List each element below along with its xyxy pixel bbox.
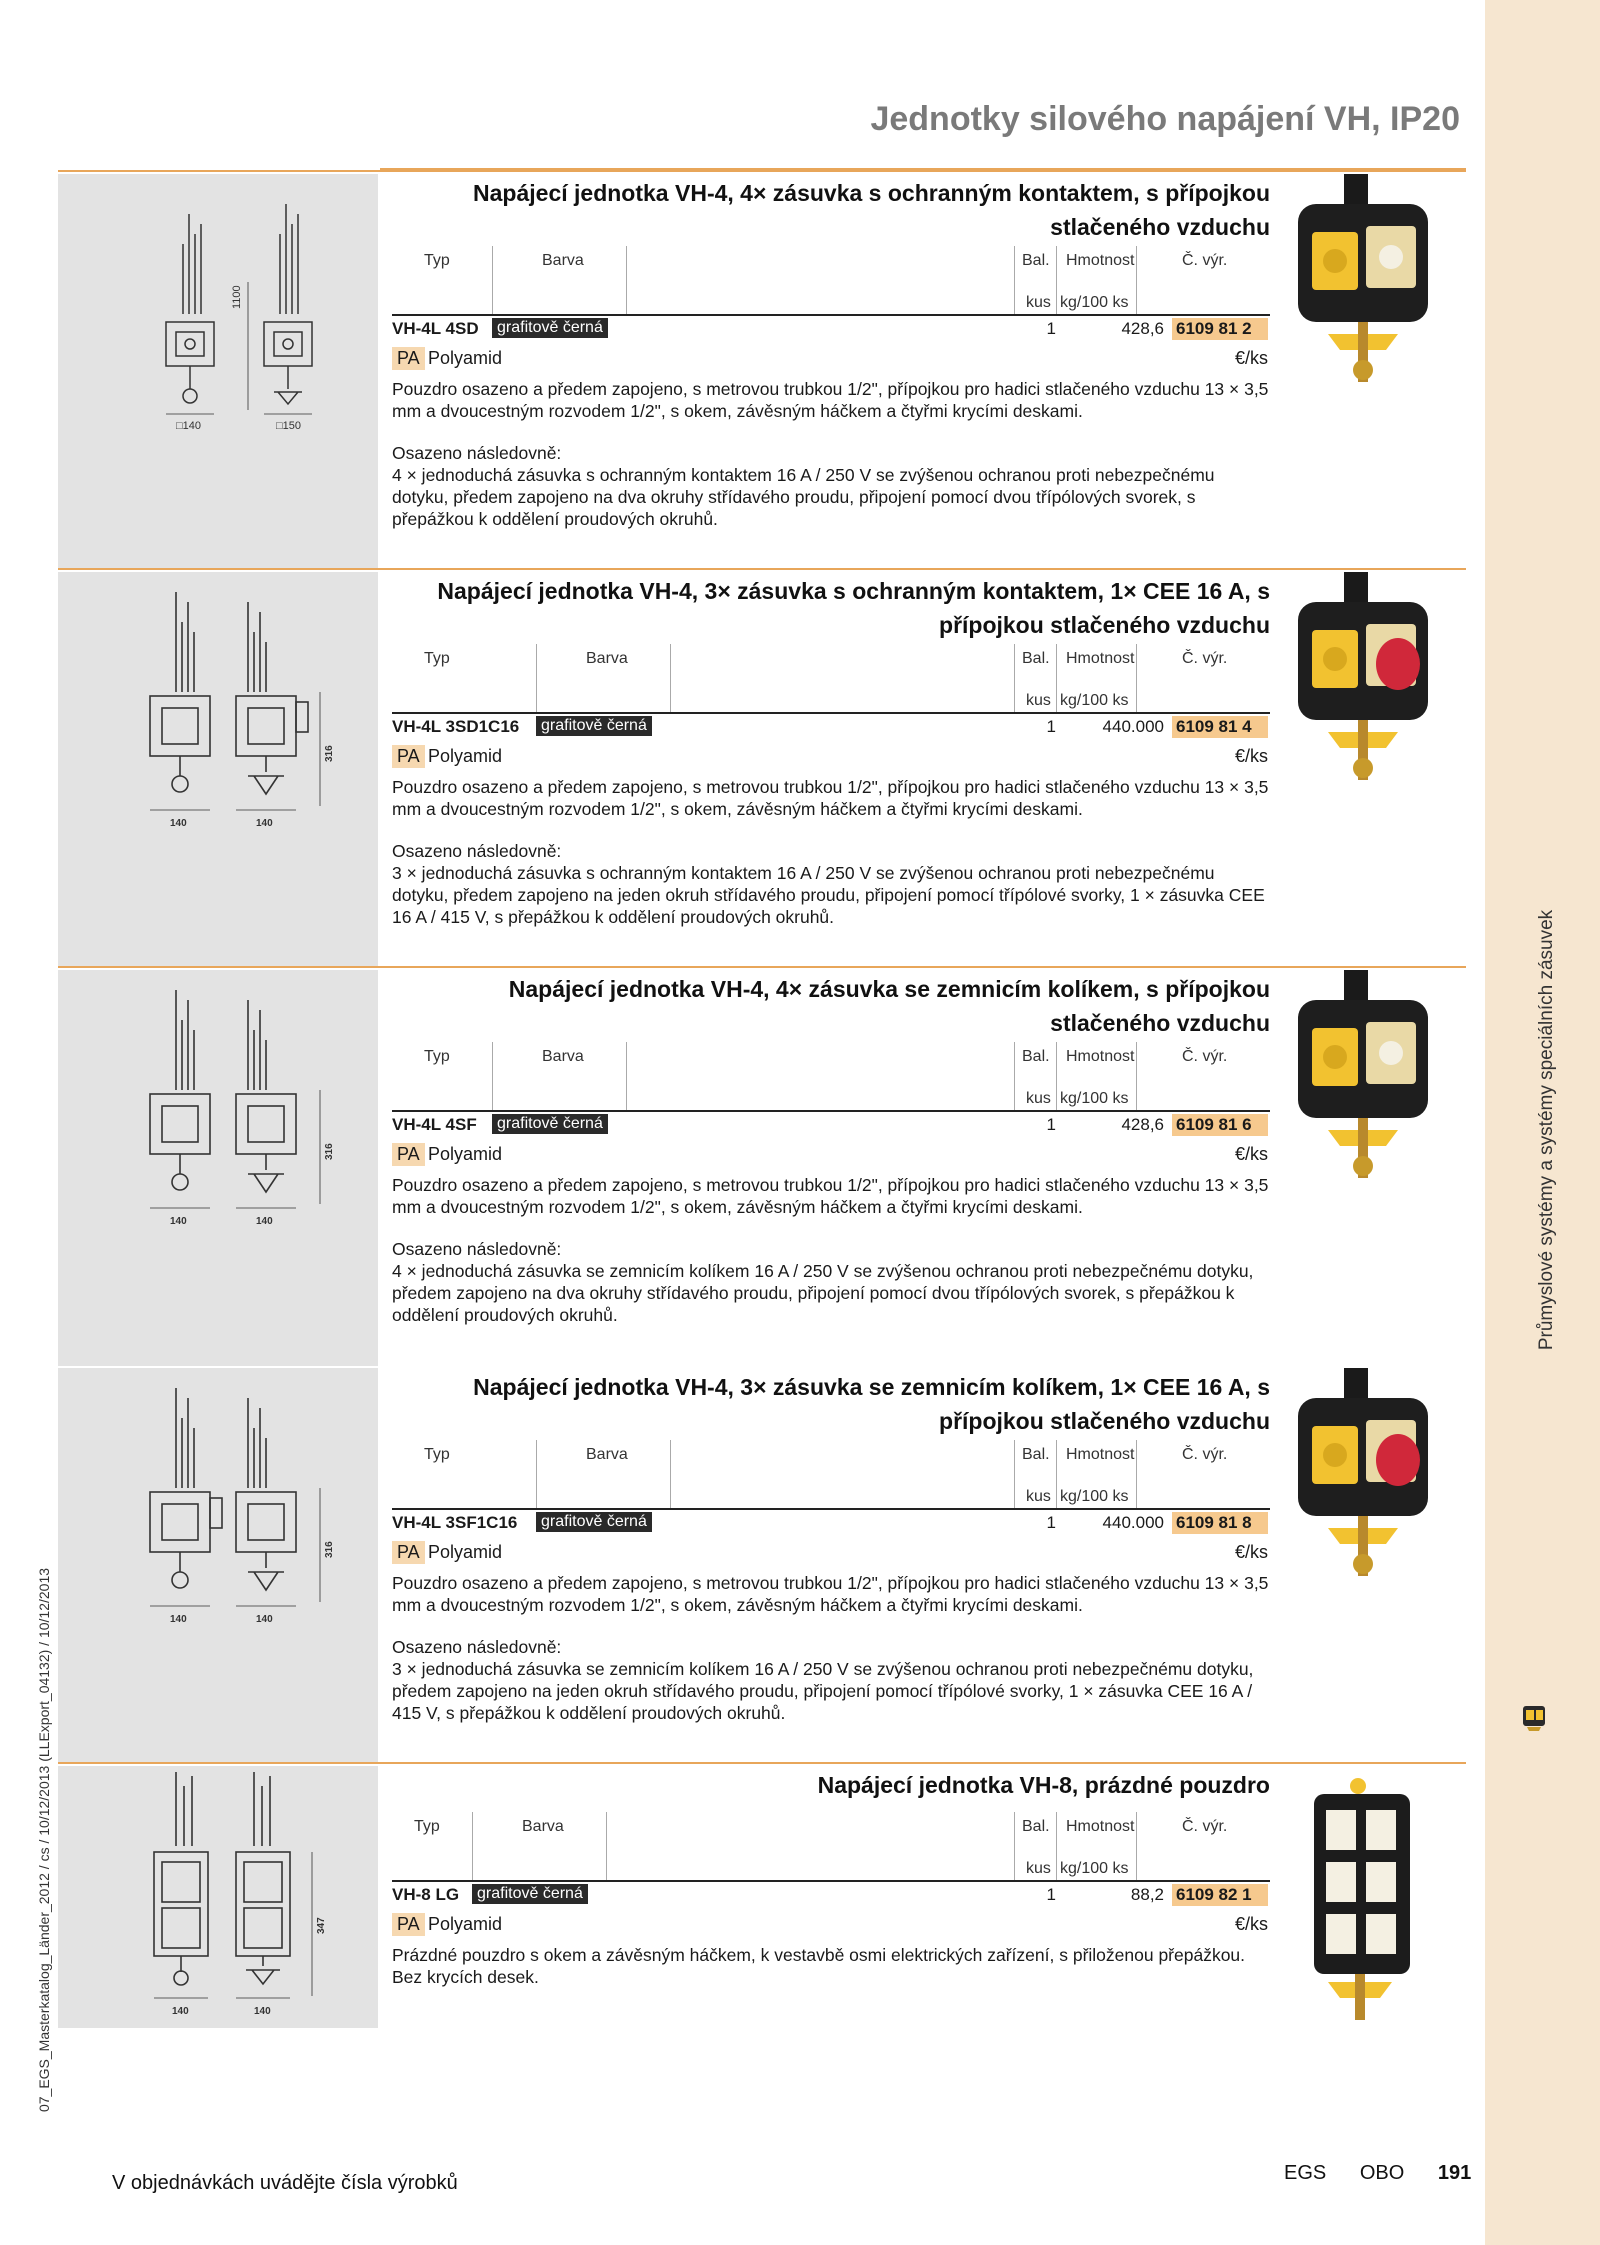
col-barva: Barva [542, 252, 584, 269]
side-section-label: Průmyslové systémy a systémy speciálních zásuvek [1536, 909, 1557, 1351]
unit-hmotnost: kg/100 ks [1060, 294, 1129, 311]
material-code: PA [392, 1143, 425, 1166]
dimension-drawing [58, 174, 378, 570]
product-weight: 440.000 [1102, 717, 1164, 736]
height-dimension: 316 [324, 1143, 335, 1160]
col-hmotnost: Hmotnost [1066, 252, 1135, 269]
col-barva: Barva [586, 650, 628, 667]
product-color: grafitově černá [492, 318, 608, 338]
col-hmotnost: Hmotnost [1066, 1048, 1135, 1065]
material-code: PA [392, 745, 425, 768]
equipped-list: 4 × jednoduchá zásuvka se zemnicím kolíkem 16 A / 250 V se zvýšenou ochranou proti nebezpečnému dotyku, předem zapojeno na dva okruhy střídavého proudu, připojení pomocí dvou třípólových svorek, s přepážkou k oddělení proudových okruhů. [392, 1261, 1254, 1325]
col-cislo: Č. výr. [1182, 1048, 1228, 1065]
height-dimension: 1100 [231, 285, 243, 309]
material-name: Polyamid [428, 1542, 503, 1562]
product-photo [1258, 1776, 1458, 2026]
table-row [392, 316, 1270, 342]
equipped-heading: Osazeno následovně: [392, 841, 562, 861]
product-title: Napájecí jednotka VH-4, 3× zásuvka s ochranným kontaktem, 1× CEE 16 A, s přípojkou stlačeného vzduchu [437, 578, 1270, 638]
footer-brand [1284, 2162, 1471, 2185]
width-dimension-2: □150 [276, 420, 301, 432]
material-name: Polyamid [428, 1914, 503, 1934]
dimension-drawing [58, 572, 378, 966]
dimension-drawing [58, 1766, 378, 2028]
product-type: VH-4L 4SF [392, 1115, 477, 1134]
table-header [392, 1440, 1270, 1510]
product-number: 6109 81 8 [1172, 1512, 1268, 1534]
footer-brand-egs: EGS [1284, 2162, 1327, 2184]
product-title: Napájecí jednotka VH-4, 4× zásuvka s ochranným kontaktem, s přípojkou stlačeného vzduchu [473, 180, 1270, 240]
product-number: 6109 81 4 [1172, 716, 1268, 738]
unit-bal: kus [1026, 294, 1051, 311]
table-row [392, 1882, 1270, 1908]
table-header [392, 644, 1270, 714]
product-number: 6109 82 1 [1172, 1884, 1268, 1906]
unit-hmotnost: kg/100 ks [1060, 1090, 1129, 1107]
col-barva: Barva [542, 1048, 584, 1065]
equipped-heading: Osazeno následovně: [392, 443, 562, 463]
material-row [392, 740, 1270, 772]
material-row [392, 342, 1270, 374]
material-code: PA [392, 347, 425, 370]
price-unit: €/ks [1234, 746, 1268, 766]
technical-drawing [58, 1766, 378, 2028]
height-dimension: 316 [324, 1541, 335, 1558]
technical-drawing [58, 970, 378, 1366]
table-row [392, 1112, 1270, 1138]
product-color: grafitově černá [472, 1884, 588, 1904]
height-dimension: 347 [316, 1917, 327, 1934]
power-unit-thumbnail-icon [1517, 1700, 1551, 1732]
table-row [392, 714, 1270, 740]
col-bal: Bal. [1022, 1446, 1050, 1463]
technical-drawing [58, 572, 378, 966]
product-title: Napájecí jednotka VH-4, 3× zásuvka se zemnicím kolíkem, 1× CEE 16 A, s přípojkou stlačeného vzduchu [473, 1374, 1270, 1434]
product-pack: 1 [1046, 1513, 1056, 1532]
material-row [392, 1138, 1270, 1170]
equipped-heading: Osazeno následovně: [392, 1239, 562, 1259]
col-typ: Typ [424, 252, 450, 269]
technical-drawing [58, 1368, 378, 1764]
footer-order-note: V objednávkách uvádějte čísla výrobků [112, 2172, 458, 2194]
col-cislo: Č. výr. [1182, 650, 1228, 667]
product-pack: 1 [1046, 717, 1056, 736]
equipped-list: 4 × jednoduchá zásuvka s ochranným kontaktem 16 A / 250 V se zvýšenou ochranou proti nebezpečnému dotyku, předem zapojeno na dva okruhy střídavého proudu, připojení pomocí dvou třípólových svorek, s přepážkou k oddělení proudových okruhů. [392, 465, 1215, 529]
price-unit: €/ks [1234, 1144, 1268, 1164]
product-block [392, 1364, 1270, 1724]
product-description: Prázdné pouzdro s okem a závěsným háčkem, k vestavbě osmi elektrických zařízení, s přiloženou přepážkou. Bez krycích desek. [392, 1945, 1246, 1987]
product-block [392, 170, 1270, 530]
width-dimension-1: 140 [170, 1614, 187, 1625]
width-dimension-2: 140 [254, 2006, 271, 2017]
dimension-drawing [58, 970, 378, 1366]
table-header [392, 1812, 1270, 1882]
product-type: VH-8 LG [392, 1885, 460, 1904]
product-weight: 428,6 [1121, 1115, 1164, 1134]
col-typ: Typ [414, 1818, 440, 1835]
material-row [392, 1536, 1270, 1568]
product-photo [1258, 1368, 1458, 1578]
product-color: grafitově černá [492, 1114, 608, 1134]
catalog-export-meta: 07_EGS_Masterkatalog_Länder_2012 / cs / 10/12/2013 (LLExport_04132) / 10/12/2013 [36, 1567, 52, 2113]
col-cislo: Č. výr. [1182, 252, 1228, 269]
price-unit: €/ks [1234, 1914, 1268, 1934]
product-description: Pouzdro osazeno a předem zapojeno, s metrovou trubkou 1/2", přípojkou pro hadici stlačeného vzduchu 13 × 3,5 mm a dvoucestným rozvodem 1/2", s okem, závěsným háčkem a čtyřmi krycími deskami. [392, 379, 1269, 421]
product-number: 6109 81 2 [1172, 318, 1268, 340]
col-bal: Bal. [1022, 1818, 1050, 1835]
unit-bal: kus [1026, 1090, 1051, 1107]
product-pack: 1 [1046, 319, 1056, 338]
product-photo [1258, 174, 1458, 384]
product-color: grafitově černá [536, 716, 652, 736]
width-dimension-2: 140 [256, 1614, 273, 1625]
product-weight: 88,2 [1130, 1885, 1164, 1904]
price-unit: €/ks [1234, 348, 1268, 368]
page-title: Jednotky silového napájení VH, IP20 [870, 100, 1460, 138]
col-cislo: Č. výr. [1182, 1818, 1228, 1835]
product-number: 6109 81 6 [1172, 1114, 1268, 1136]
product-type: VH-4L 3SF1C16 [392, 1513, 518, 1532]
col-typ: Typ [424, 650, 450, 667]
product-block [392, 1762, 1270, 1988]
product-photo [1258, 970, 1458, 1180]
width-dimension-1: 140 [170, 1216, 187, 1227]
product-photo [1258, 572, 1458, 782]
page-number: 191 [1437, 2162, 1472, 2184]
product-description: Pouzdro osazeno a předem zapojeno, s metrovou trubkou 1/2", přípojkou pro hadici stlačeného vzduchu 13 × 3,5 mm a dvoucestným rozvodem 1/2", s okem, závěsným háčkem a čtyřmi krycími deskami. [392, 777, 1269, 819]
unit-hmotnost: kg/100 ks [1060, 1860, 1129, 1877]
product-title: Napájecí jednotka VH-4, 4× zásuvka se zemnicím kolíkem, s přípojkou stlačeného vzduchu [508, 976, 1270, 1036]
material-name: Polyamid [428, 1144, 503, 1164]
product-pack: 1 [1046, 1115, 1056, 1134]
width-dimension-2: 140 [256, 1216, 273, 1227]
col-typ: Typ [424, 1446, 450, 1463]
unit-bal: kus [1026, 1488, 1051, 1505]
unit-bal: kus [1026, 692, 1051, 709]
col-cislo: Č. výr. [1182, 1446, 1228, 1463]
price-unit: €/ks [1234, 1542, 1268, 1562]
equipped-list: 3 × jednoduchá zásuvka s ochranným kontaktem 16 A / 250 V se zvýšenou ochranou proti nebezpečnému dotyku, předem zapojeno na jeden okruh střídavého proudu, připojení pomocí třípólové svorky, 1 × zásuvka CEE 16 A / 415 V, s přepážkou k oddělení proudových okruhů. [392, 863, 1265, 927]
col-typ: Typ [424, 1048, 450, 1065]
table-header [392, 246, 1270, 316]
col-hmotnost: Hmotnost [1066, 1446, 1135, 1463]
equipped-list: 3 × jednoduchá zásuvka se zemnicím kolíkem 16 A / 250 V se zvýšenou ochranou proti nebezpečnému dotyku, předem zapojeno na jeden okruh střídavého proudu, připojení pomocí třípólové svorky, 1 × zásuvka CEE 16 A / 415 V, s přepážkou k oddělení proudových okruhů. [392, 1659, 1254, 1723]
product-weight: 440.000 [1102, 1513, 1164, 1532]
unit-bal: kus [1026, 1860, 1051, 1877]
col-barva: Barva [522, 1818, 564, 1835]
width-dimension-2: 140 [256, 818, 273, 829]
technical-drawing [58, 174, 378, 570]
footer-brand-obo: OBO [1359, 2162, 1405, 2184]
material-name: Polyamid [428, 746, 503, 766]
height-dimension: 316 [324, 745, 335, 762]
col-hmotnost: Hmotnost [1066, 650, 1135, 667]
width-dimension-1: □140 [176, 420, 201, 432]
width-dimension-1: 140 [170, 818, 187, 829]
product-description: Pouzdro osazeno a předem zapojeno, s metrovou trubkou 1/2", přípojkou pro hadici stlačeného vzduchu 13 × 3,5 mm a dvoucestným rozvodem 1/2", s okem, závěsným háčkem a čtyřmi krycími deskami. [392, 1573, 1269, 1615]
table-row [392, 1510, 1270, 1536]
product-type: VH-4L 4SD [392, 319, 479, 338]
col-bal: Bal. [1022, 1048, 1050, 1065]
material-code: PA [392, 1541, 425, 1564]
product-weight: 428,6 [1121, 319, 1164, 338]
col-bal: Bal. [1022, 650, 1050, 667]
product-title: Napájecí jednotka VH-8, prázdné pouzdro [817, 1772, 1270, 1798]
material-row [392, 1908, 1270, 1940]
product-description: Pouzdro osazeno a předem zapojeno, s metrovou trubkou 1/2", přípojkou pro hadici stlačeného vzduchu 13 × 3,5 mm a dvoucestným rozvodem 1/2", s okem, závěsným háčkem a čtyřmi krycími deskami. [392, 1175, 1269, 1217]
unit-hmotnost: kg/100 ks [1060, 692, 1129, 709]
table-header [392, 1042, 1270, 1112]
material-code: PA [392, 1913, 425, 1936]
product-type: VH-4L 3SD1C16 [392, 717, 520, 736]
col-hmotnost: Hmotnost [1066, 1818, 1135, 1835]
col-bal: Bal. [1022, 252, 1050, 269]
dimension-drawing [58, 1368, 378, 1764]
equipped-heading: Osazeno následovně: [392, 1637, 562, 1657]
product-pack: 1 [1046, 1885, 1056, 1904]
unit-hmotnost: kg/100 ks [1060, 1488, 1129, 1505]
col-barva: Barva [586, 1446, 628, 1463]
width-dimension-1: 140 [172, 2006, 189, 2017]
product-color: grafitově černá [536, 1512, 652, 1532]
product-block [392, 966, 1270, 1326]
material-name: Polyamid [428, 348, 503, 368]
product-block [392, 568, 1270, 928]
